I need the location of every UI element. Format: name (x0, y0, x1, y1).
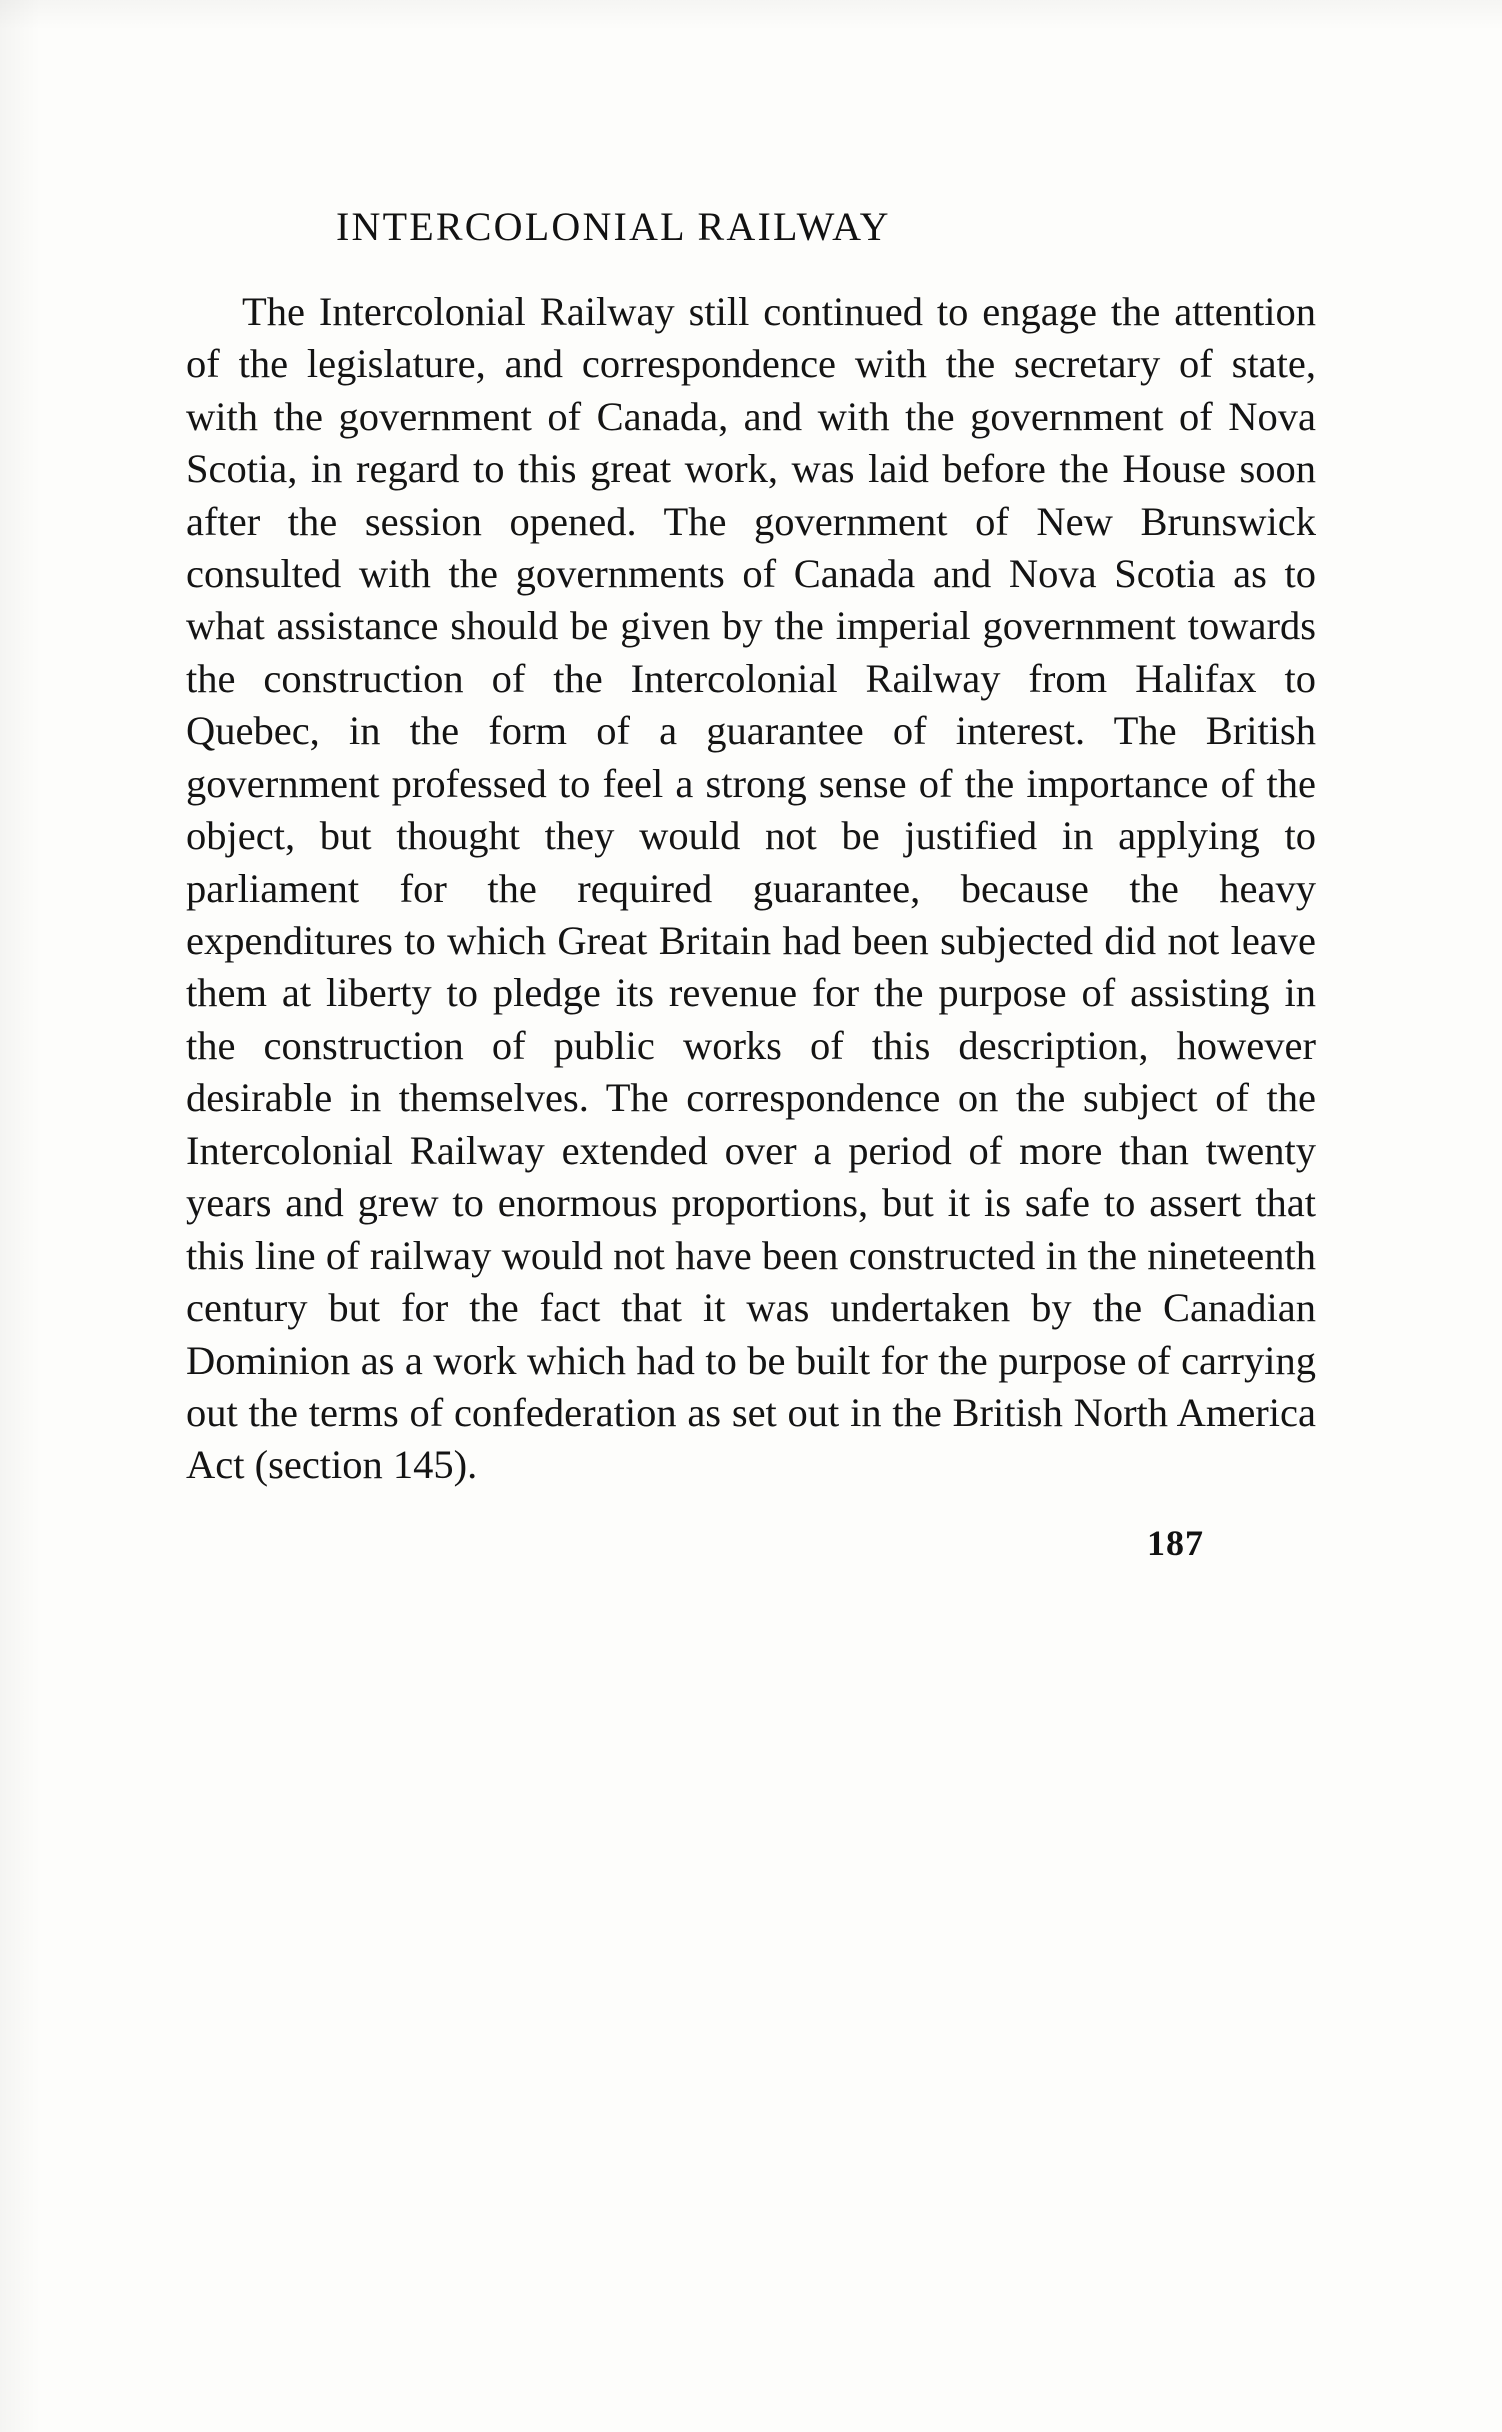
page-edge-shading-top (0, 0, 1502, 30)
paragraph: The Intercolonial Railway still continued to engage the attention of the legislature, and correspondence with the secretary of state, with the government of Canada, and with the government of Nova Scotia, in regard to this great work, was laid before the House soon after the session opened. The government of New Brunswick consulted with the governments of Canada and Nova Scotia as to what assistance should be given by the imperial government towards the construction of the Intercolonial Railway from Halifax to Quebec, in the form of a guarantee of interest. The British government professed to feel a strong sense of the importance of the object, but thought they would not be justified in applying to parliament for the required guarantee, because the heavy expenditures to which Great Britain had been subjected did not leave them at liberty to pledge its revenue for the purpose of assisting in the construction of public works of this description, however desirable in themselves. The correspondence on the subject of the Intercolonial Railway extended over a period of more than twenty years and grew to enormous proportions, but it is safe to assert that this line of railway would not have been constructed in the nineteenth century but for the fact that it was undertaken by the Canadian Dominion as a work which had to be built for the purpose of carrying out the terms of confederation as set out in the British North America Act (section 145). (186, 288, 1316, 1488)
page-number: 187 (1147, 1522, 1204, 1563)
body-text-block (186, 286, 1316, 1492)
page-running-head: INTERCOLONIAL RAILWAY (336, 203, 891, 249)
page-content (186, 176, 1316, 1564)
page-edge-shading-left (0, 0, 40, 2432)
